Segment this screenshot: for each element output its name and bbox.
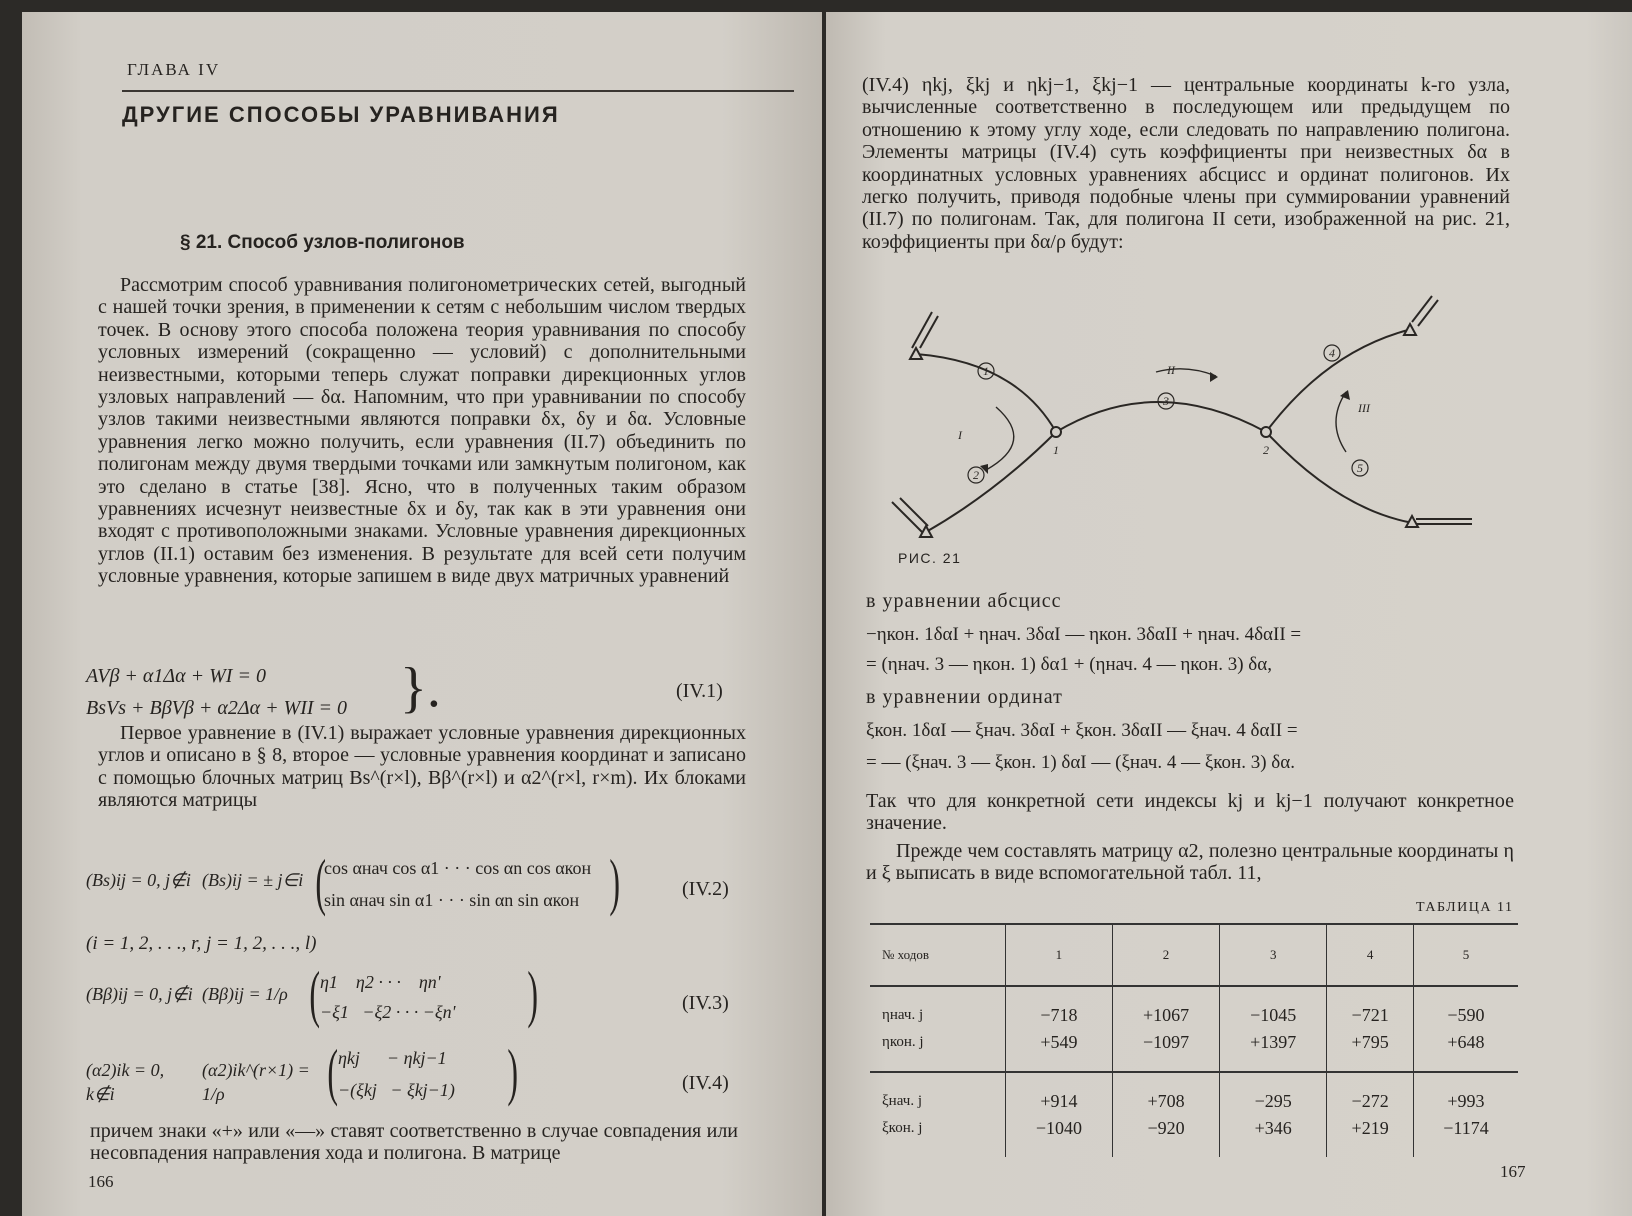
paragraph: Прежде чем составлять матрицу α2, полезно центральные координаты η и ξ выписать в виде вспомогательной табл. 11, [866,840,1514,885]
paren-right: ) [527,958,538,1029]
table-cell: −1045 [1250,1005,1297,1025]
row-label: ξкон. j [882,1120,923,1136]
row-label: ξнач. j [882,1093,922,1109]
table-cell: −718 [1040,1005,1078,1025]
table-caption: ТАБЛИЦА 11 [1416,900,1514,915]
absc-equation: = (ηнач. 3 — ηкон. 1) δα1 + (ηнач. 4 — ηкон. 3) δα, [866,654,1272,675]
figure-caption: РИС. 21 [898,550,962,566]
table-cell: −1097 [1142,1032,1190,1052]
header-rule [122,90,794,92]
equation-iv4-mid: (α2)ik^(r×1) = 1/ρ [202,1060,310,1104]
polygon-label: II [1167,363,1175,377]
table-header-cell: 5 [1413,925,1518,986]
matrix-row: −ξ1 −ξ2 · · · −ξn' [320,1002,456,1022]
coordinates-table [870,925,1518,1157]
table-header-cell: 3 [1220,925,1327,986]
table-header-cell: 2 [1112,925,1219,986]
equation-iv3-left: (Bβ)ij = 0, j∉i [86,984,193,1004]
table-cell: −920 [1147,1118,1185,1138]
row-label: ηнач. j [882,1007,924,1023]
chapter-label: ГЛАВА IV [127,60,221,79]
table-cell: +648 [1447,1032,1485,1052]
ord-equation: ξкон. 1δαI — ξнач. 3δαI + ξкон. 3δαII — ξнач. 4 δαII = [866,720,1298,741]
matrix-row: sin αнач sin α1 · · · sin αn sin αкон [324,890,580,910]
paren-left: ( [315,846,326,917]
equation-iv4-left: (α2)ik = 0, k∉i [86,1060,165,1104]
index-line: (i = 1, 2, . . ., r, j = 1, 2, . . ., l) [86,933,317,954]
table-cell: +708 [1147,1091,1185,1111]
matrix-row: −(ξkj − ξkj−1) [338,1080,455,1100]
paragraph: Так что для конкретной сети индексы kj и kj−1 получают конкретное значение. [866,790,1514,835]
fixed-direction [1418,300,1438,326]
equation-iv1-line2: BsVs + BβVβ + α2Δα + WII = 0 [86,697,348,719]
paren-left: ( [309,958,320,1029]
traverse-line [926,432,1056,532]
page-number: 167 [1500,1162,1526,1181]
table-cell: +914 [1040,1091,1078,1111]
matrix-row: ηkj − ηkj−1 [338,1048,447,1068]
fixed-direction [920,316,938,348]
table-cell: +795 [1351,1032,1389,1052]
paragraph: (IV.4) ηkj, ξkj и ηkj−1, ξkj−1 — центральные координаты k-го узла, вычисленные соответственно в последующем или предыдущем по отношению к этому углу ходе, если следовать по направлению полигона. Элементы матрицы (IV.4) суть коэффициенты при неизвестных δα в координатных условных уравнениях абсцисс и ординат полигонов. Их легко получить, приводя подобные члены при суммировании уравнений (II.7) по полигонам. Так, для полигона II сети, изображенной на рис. 21, коэффициенты при δα/ρ будут: [862,74,1510,253]
table-cell: −272 [1351,1091,1389,1111]
table-header-row [870,925,1518,986]
equation-number: (IV.2) [682,878,729,900]
node-point [1261,427,1271,437]
polygon-label: III [1358,401,1370,415]
fixed-point-triangle [1404,324,1416,335]
absc-equation: −ηкон. 1δαI + ηнач. 3δαI — ηкон. 3δαII + ηнач. 4δαII = [866,624,1302,645]
node-label: 2 [1263,443,1269,457]
traverse-label: 2 [973,468,979,482]
table-cell: −590 [1447,1005,1485,1025]
table-cell: +1397 [1250,1032,1297,1052]
row-label: ηкон. j [882,1034,924,1050]
right-page [826,12,1632,1216]
table-row [870,986,1518,1072]
table-row [870,1072,1518,1157]
equation-iv2-left: (Bs)ij = 0, j∉i [86,870,191,890]
equation-number: (IV.3) [682,992,729,1014]
traverse-label: 4 [1329,346,1335,360]
fixed-direction [892,502,922,532]
node-point [1051,427,1061,437]
traverse-label: 3 [1163,394,1169,408]
fixed-direction [900,498,928,526]
equation-number: (IV.4) [682,1072,729,1094]
page-number: 166 [88,1172,114,1191]
matrix-row: cos αнач cos α1 · · · cos αn cos αкон [324,858,592,878]
paragraph: Первое уравнение в (IV.1) выражает условные уравнения дирекционных углов и описано в § 8, второе — условные уравнения координат и записано с помощью блочных матриц Bs^(r×l), Bβ^(r×l) и α2^(r×l, r×m). Их блоками являются матрицы [98,722,746,812]
paren-right: ) [609,846,620,917]
polygon-label: I [958,428,962,442]
table-cell: −1174 [1443,1118,1489,1138]
network-figure [876,292,1516,562]
paren-right: ) [507,1036,518,1107]
table-header-cell: 1 [1005,925,1112,986]
polygon-arrow [1336,392,1346,452]
table-cell: +549 [1040,1032,1078,1052]
equation-iv3-mid: (Bβ)ij = 1/ρ [202,984,288,1004]
traverse-label: 1 [983,364,989,378]
paragraph: причем знаки «+» или «—» ставят соответственно в случае совпадения или несовпадения направления хода и полигона. В матрице [90,1120,738,1165]
traverse-line [1266,432,1408,522]
node-label: 1 [1053,443,1059,457]
section-title: § 21. Способ узлов-полигонов [180,232,465,253]
equation-iv1-line1: AVβ + α1Δα + WI = 0 [86,665,266,687]
equation-number: (IV.1) [676,680,723,702]
table-cell: −295 [1254,1091,1292,1111]
paren-left: ( [327,1036,338,1107]
table-header-cell: 4 [1327,925,1414,986]
ord-equation: = — (ξнач. 3 — ξкон. 1) δαI — (ξнач. 4 — ξкон. 3) δα. [866,752,1295,773]
ord-heading: в уравнении ординат [866,686,1063,708]
table-cell: +346 [1254,1118,1292,1138]
matrix-row: η1 η2 · · · ηn' [320,972,441,992]
polygon-arrow [1156,369,1216,376]
polygon-arrow [986,407,1014,470]
brace: }. [400,657,441,719]
chapter-title: ДРУГИЕ СПОСОБЫ УРАВНИВАНИЯ [122,102,560,127]
equation-iv2-mid: (Bs)ij = ± j∈i [202,870,304,890]
table-header-cell: № ходов [870,925,1005,986]
left-page [22,12,822,1216]
fixed-direction [1412,296,1432,322]
table-cell: −721 [1351,1005,1389,1025]
paragraph: Рассмотрим способ уравнивания полигонометрических сетей, выгодный с нашей точки зрения, в применении к сетям с небольшим числом твердых точек. В основу этого способа положена теория уравнивания по способу условных измерений (сокращенно — условий) с дополнительными неизвестными, которыми теперь служат поправки дирекционных углов узловых направлений — δα. Напомним, что при уравнивании по способу узлов такими неизвестными являются поправки δx, δy и δα. Условные уравнения легко можно получить, если уравнения (II.7) объединить по полигонам между двумя твердыми точками или замкнутым полигоном, как это сделано в статье [38]. Ясно, что в полученных таким образом уравнениях исчезнут неизвестные δx и δy, так как в эти уравнения они входят с противоположными знаками. Условные уравнения дирекционных углов (II.1) оставим без изменения. В результате для всей сети получим условные уравнения, которые запишем в виде двух матричных уравнений [98,274,746,588]
table-cell: −1040 [1035,1118,1082,1138]
table-cell: +219 [1351,1118,1389,1138]
table-cell: +1067 [1142,1005,1190,1025]
table-cell: +993 [1447,1091,1485,1111]
absc-heading: в уравнении абсцисс [866,590,1062,612]
traverse-label: 5 [1357,461,1363,475]
